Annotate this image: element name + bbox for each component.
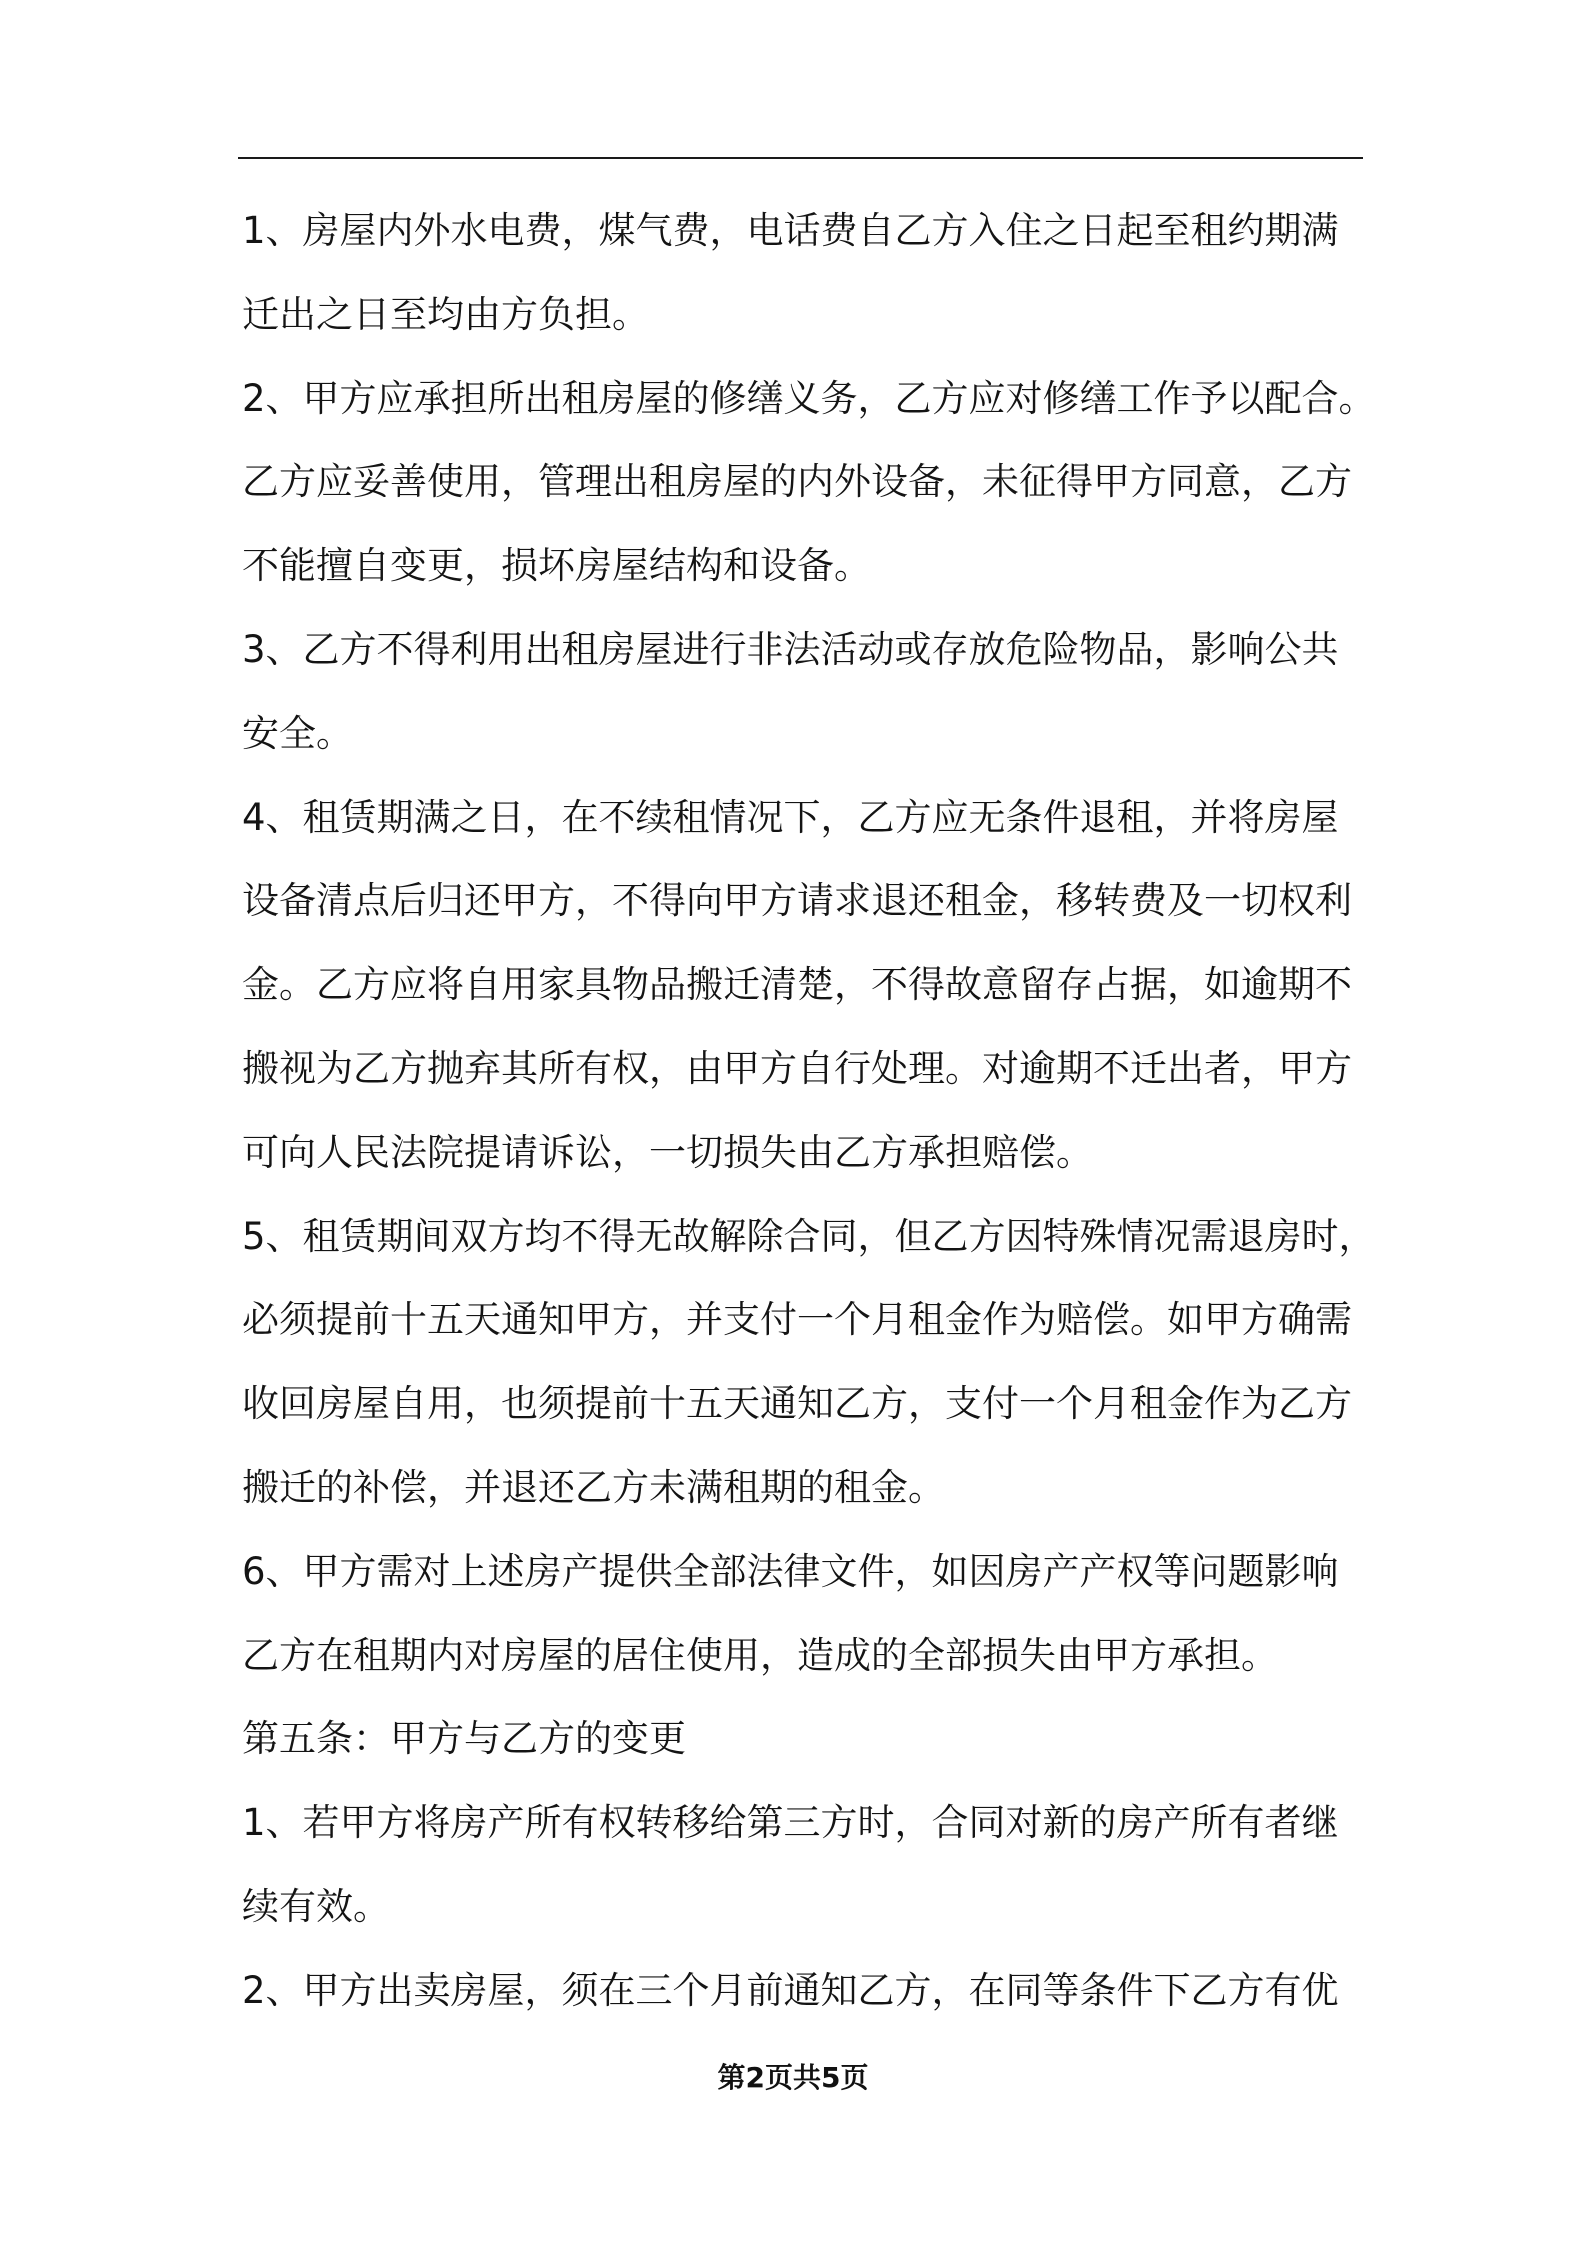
text-line: 3、乙方不得利用出租房屋进行非法活动或存放危险物品，影响公共 bbox=[242, 627, 1339, 671]
text-line: 安全。 bbox=[242, 711, 353, 755]
text-line: 2、甲方应承担所出租房屋的修缮义务，乙方应对修缮工作予以配合。 bbox=[242, 376, 1376, 420]
text-line: 4、租赁期满之日，在不续租情况下，乙方应无条件退租，并将房屋 bbox=[242, 795, 1339, 839]
page-number-footer: 第2页共5页 bbox=[717, 2061, 869, 2094]
text-line: 1、房屋内外水电费，煤气费，电话费自乙方入住之日起至租约期满 bbox=[242, 209, 1339, 252]
text-line: 不能擅自变更，损坏房屋结构和设备。 bbox=[242, 544, 871, 588]
document-body bbox=[242, 189, 1402, 2033]
text-line: 乙方应妥善使用，管理出租房屋的内外设备，未征得甲方同意，乙方 bbox=[242, 460, 1352, 504]
text-line: 5、租赁期间双方均不得无故解除合同，但乙方因特殊情况需退房时， bbox=[242, 1214, 1376, 1258]
text-line: 设备清点后归还甲方，不得向甲方请求退还租金，移转费及一切权利 bbox=[242, 879, 1352, 923]
text-line: 搬视为乙方抛弃其所有权，由甲方自行处理。对逾期不迁出者，甲方 bbox=[242, 1046, 1352, 1090]
text-line: 6、甲方需对上述房产提供全部法律文件，如因房产产权等问题影响 bbox=[242, 1549, 1339, 1593]
text-line: 必须提前十五天通知甲方，并支付一个月租金作为赔偿。如甲方确需 bbox=[242, 1298, 1352, 1342]
text-line: 1、若甲方将房产所有权转移给第三方时，合同对新的房产所有者继 bbox=[242, 1801, 1339, 1845]
text-line: 2、甲方出卖房屋，须在三个月前通知乙方，在同等条件下乙方有优 bbox=[242, 1968, 1339, 2012]
text-line: 收回房屋自用，也须提前十五天通知乙方，支付一个月租金作为乙方 bbox=[242, 1382, 1352, 1426]
text-line: 乙方在租期内对房屋的居住使用，造成的全部损失由甲方承担。 bbox=[242, 1633, 1278, 1677]
text-line: 续有效。 bbox=[242, 1884, 390, 1928]
text-line: 迁出之日至均由方负担。 bbox=[242, 292, 649, 336]
header-rule bbox=[238, 157, 1363, 159]
section-heading: 第五条：甲方与乙方的变更 bbox=[242, 1717, 686, 1761]
text-line: 金。乙方应将自用家具物品搬迁清楚，不得故意留存占据，如逾期不 bbox=[242, 963, 1352, 1007]
text-line: 可向人民法院提请诉讼，一切损失由乙方承担赔偿。 bbox=[242, 1130, 1093, 1174]
text-line: 搬迁的补偿，并退还乙方未满租期的租金。 bbox=[242, 1465, 945, 1509]
